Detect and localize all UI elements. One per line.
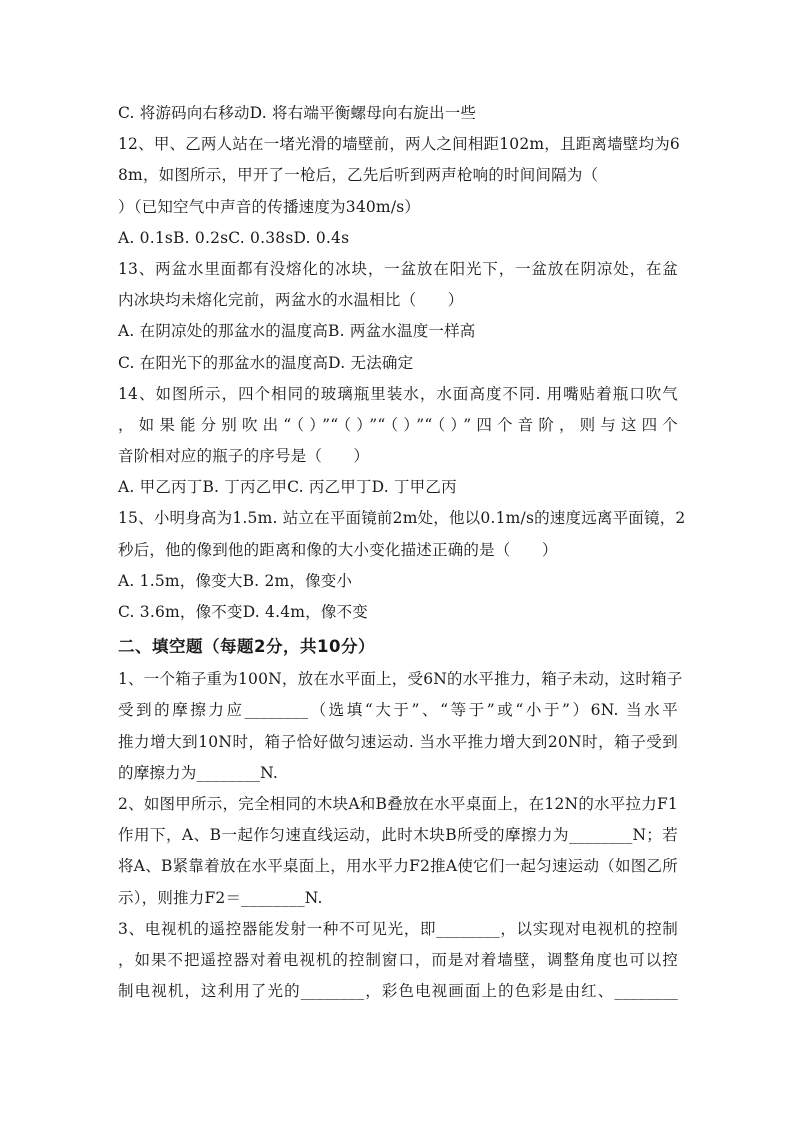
text-line: 制电视机，这利用了光的________，彩色电视画面上的色彩是由红、________ — [118, 982, 678, 1001]
section-heading: 二、填空题（每题2分，共10分） — [118, 637, 375, 657]
text-line: 12、甲、乙两人站在一堵光滑的墙壁前，两人之间相距102m，且距离墙壁均为6 — [118, 135, 680, 154]
text-line: A. 在阴凉处的那盆水的温度高B. 两盆水温度一样高 — [118, 322, 476, 341]
text-line: 音阶相对应的瓶子的序号是（ ） — [118, 447, 370, 466]
text-line: ，如果不把遥控器对着电视机的控制窗口，而是对着墙壁，调整角度也可以控 — [118, 950, 678, 969]
text-line: 作用下，A、B一起作匀速直线运动，此时木块B所受的摩擦力为________N；若 — [118, 826, 678, 845]
text-line: 1、一个箱子重为100N，放在水平面上，受6N的水平推力，箱子未动，这时箱子 — [118, 670, 683, 689]
text-line: C. 将游码向右移动D. 将右端平衡螺母向右旋出一些 — [118, 104, 477, 122]
text-line: A. 0.1sB. 0.2sC. 0.38sD. 0.4s — [118, 228, 350, 247]
text-line: 14、如图所示，四个相同的玻璃瓶里装水，水面高度不同. 用嘴贴着瓶口吹气 — [118, 384, 678, 403]
text-line: 15、小明身高为1.5m. 站立在平面镜前2m处，他以0.1m/s的速度远离平面镜，2 — [118, 509, 686, 528]
text-line: 受到的摩擦力应________（选填“大于”、“等于”或“小于”）6N. 当水平 — [118, 701, 678, 720]
text-line: ，如果能分别吹出“（）”“（）”“（）”“（）”四个音阶，则与这四个 — [118, 415, 678, 434]
question-block-1 — [118, 98, 686, 628]
text-line: 将A、B紧靠着放在水平桌面上，用水平力F2推A使它们一起匀速运动（如图乙所 — [118, 857, 678, 876]
text-line: 8m，如图所示，甲开了一枪后，乙先后听到两声枪响的时间间隔为（ — [118, 166, 599, 185]
text-line: C. 3.6m，像不变D. 4.4m，像不变 — [118, 603, 368, 621]
question-block-2 — [118, 664, 683, 1007]
text-line: ）（已知空气中声音的传播速度为340m/s） — [118, 197, 421, 216]
text-line: 2、如图甲所示，完全相同的木块A和B叠放在水平桌面上，在12N的水平拉力F1 — [118, 794, 678, 813]
text-line: 推力增大到10N时，箱子恰好做匀速运动. 当水平推力增大到20N时，箱子受到 — [118, 732, 678, 751]
text-line: 的摩擦力为________N. — [118, 763, 278, 782]
document-page — [118, 98, 686, 1007]
text-line: 13、两盆水里面都有没熔化的冰块，一盆放在阳光下，一盆放在阴凉处，在盆 — [118, 259, 678, 278]
text-line: A. 甲乙丙丁B. 丁丙乙甲C. 丙乙甲丁D. 丁甲乙丙 — [118, 478, 457, 497]
text-line: 3、电视机的遥控器能发射一种不可见光，即________，以实现对电视机的控制 — [118, 919, 678, 938]
text-line: 内冰块均未熔化完前，两盆水的水温相比（ ） — [118, 291, 464, 310]
text-line: A. 1.5m，像变大B. 2m，像变小 — [118, 571, 353, 590]
text-line: C. 在阳光下的那盆水的温度高D. 无法确定 — [118, 353, 414, 372]
text-line: 示），则推力F2＝________N. — [118, 888, 323, 907]
text-line: 秒后，他的像到他的距离和像的大小变化描述正确的是（ ） — [118, 540, 558, 559]
